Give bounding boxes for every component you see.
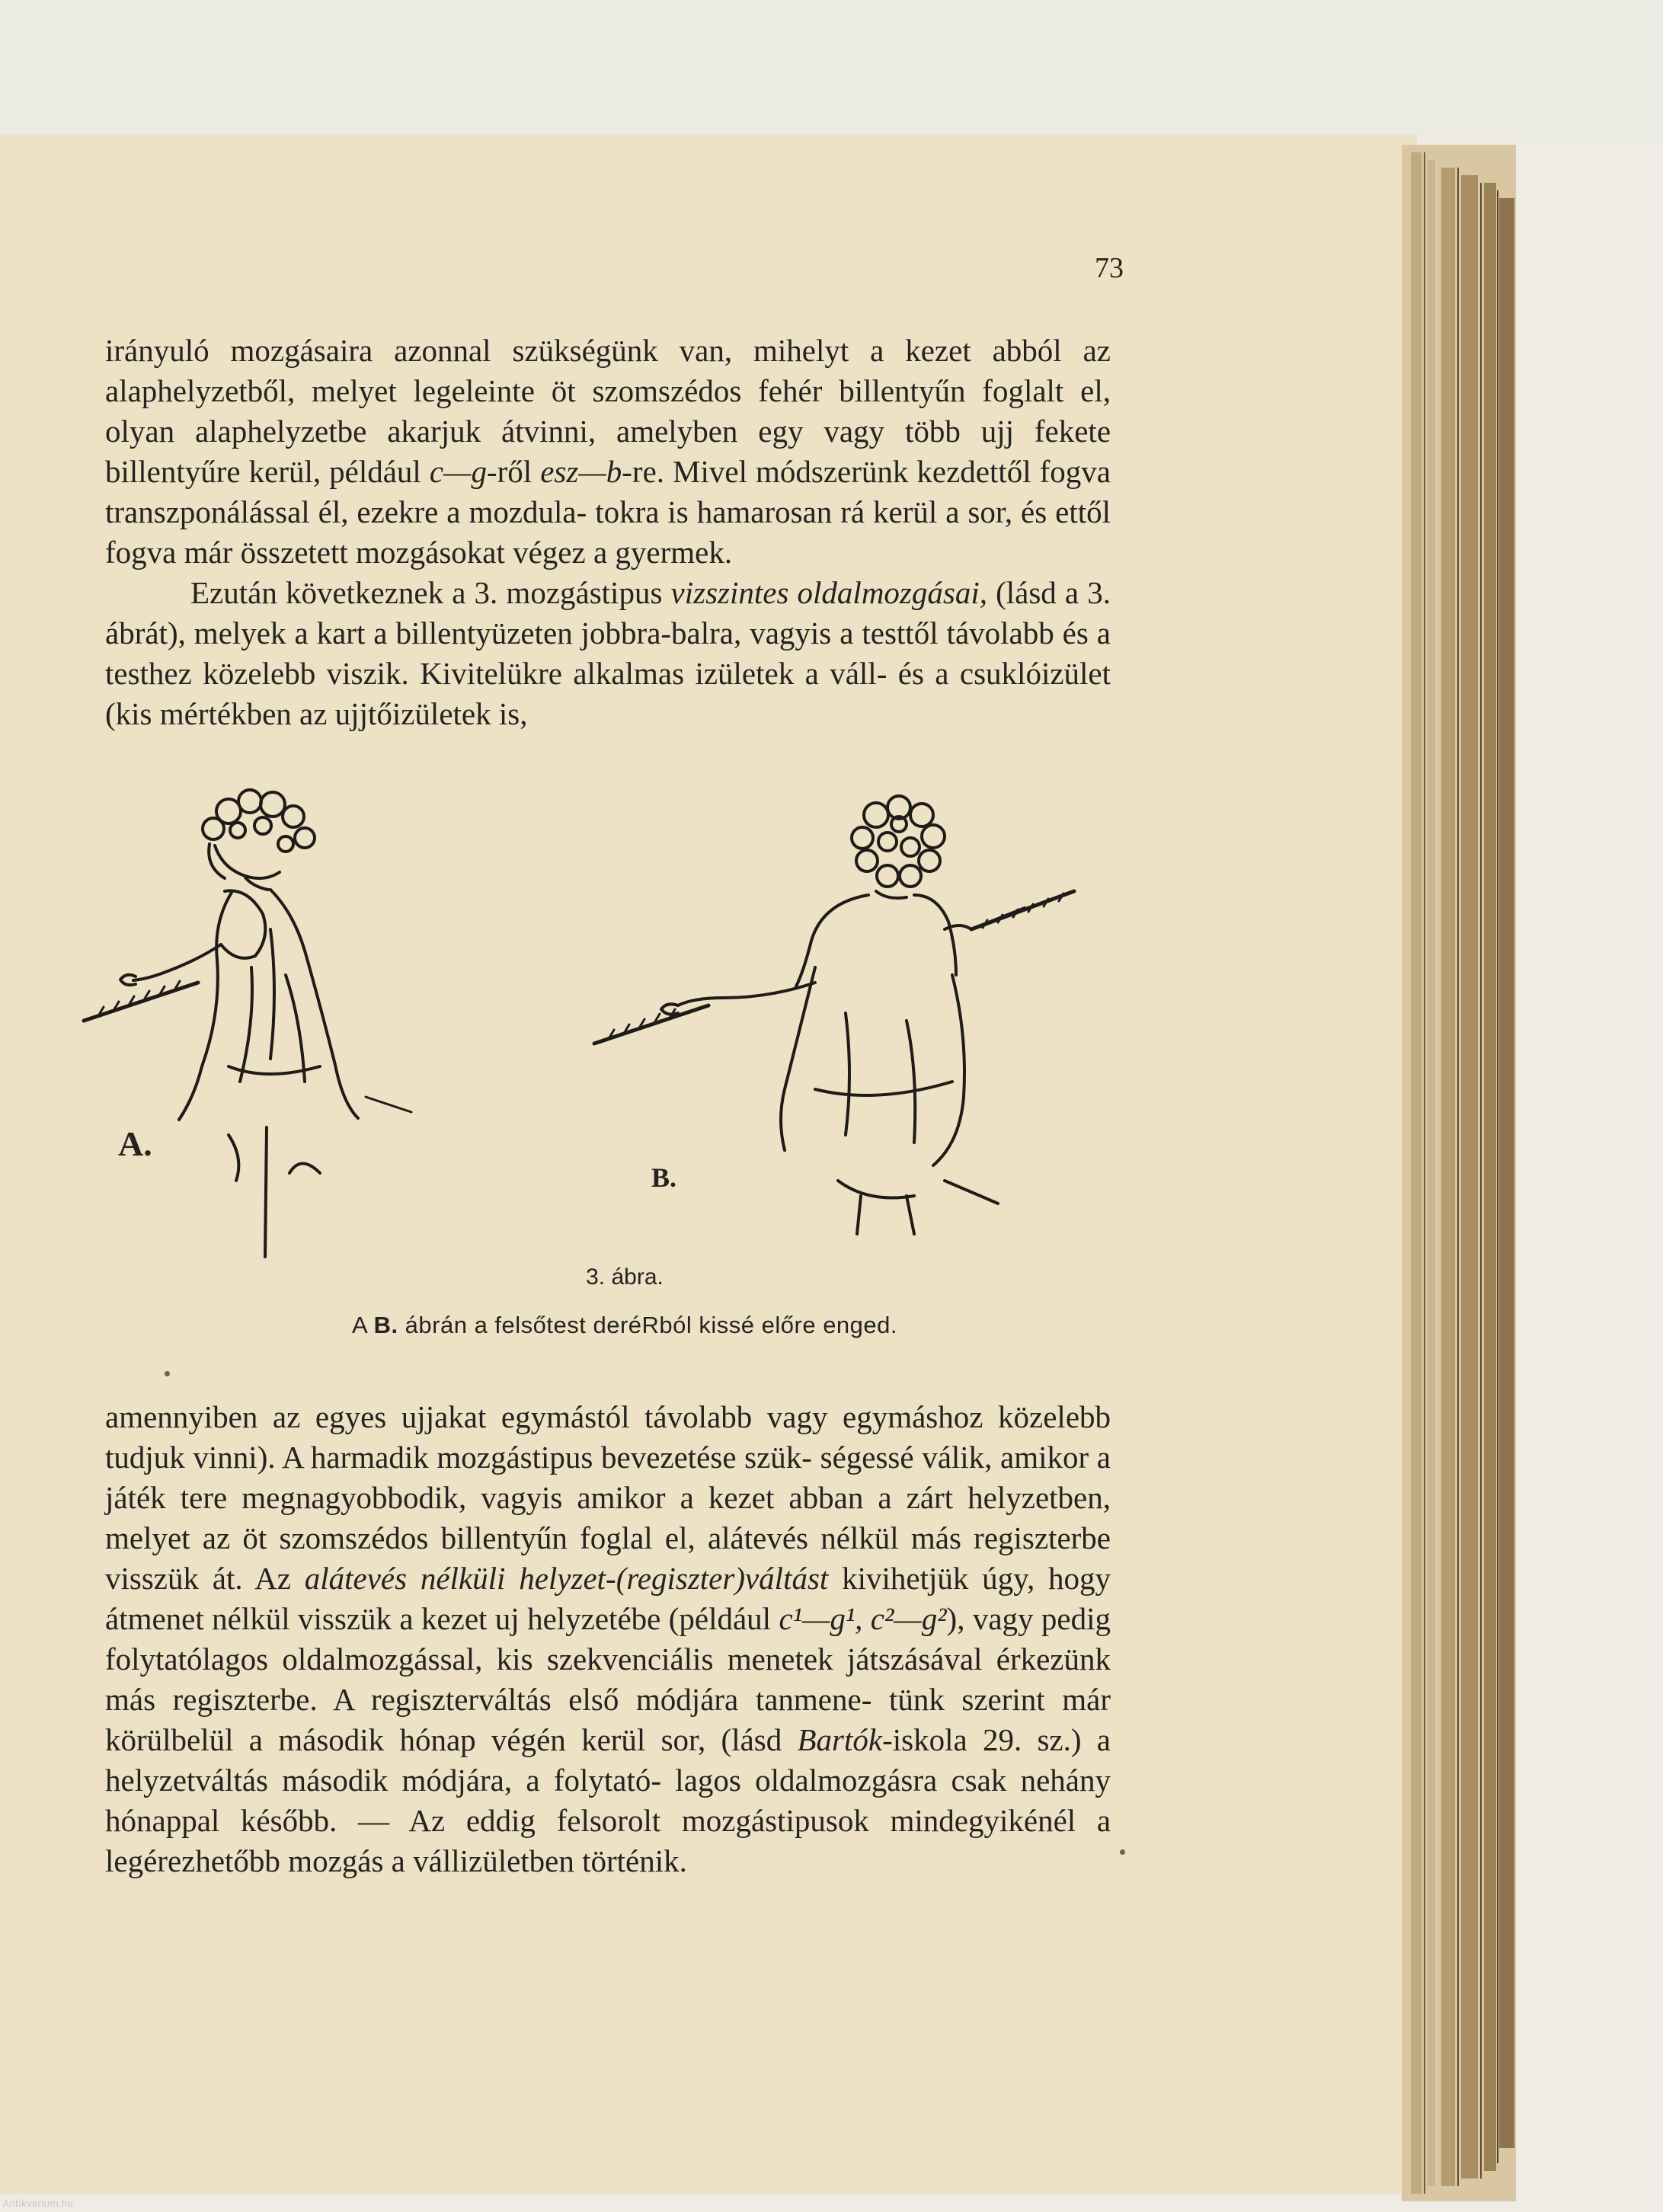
shoulder-left xyxy=(796,895,868,986)
page-number: 73 xyxy=(1095,252,1124,284)
text-line: -re. Mivel xyxy=(622,454,747,489)
text-line: foglalt el, olyan alaphelyzetbe akarjuk átvinni, amelyben egy vagy xyxy=(105,373,1111,449)
text-line: -iskola 29. sz.) a helyzetváltás második módjára, a folytató- xyxy=(105,1722,1111,1798)
text-line: közelebb tudjuk vinni). A harmadik mozgástipus bevezetése szük- xyxy=(105,1399,1111,1475)
text-line: lagos oldalmozgásra csak nehány hónappal később. — Az eddig xyxy=(105,1763,1111,1838)
text-line: a kezet abban a zárt helyzetben, melyet az öt szomszédos billentyűn xyxy=(105,1480,1111,1555)
text-line: módszerünk kezdettől fogva transzponálással él, ezekre a mozdula- xyxy=(105,454,1111,529)
italic-text: vizszintes oldalmozgásai, xyxy=(670,575,987,610)
italic-text: alátevés xyxy=(304,1561,408,1596)
text-line: a testtől távolabb és a testhez közelebb viszik. Kivitelükre alkalmas xyxy=(105,615,1111,691)
text-line: foglal el, alátevés nélkül más regiszterbe visszük át. Az xyxy=(105,1520,1111,1596)
text-line: mozgásokat végez a gyermek. xyxy=(356,535,733,570)
figure-a-illustration xyxy=(76,777,488,1264)
page-edges xyxy=(1402,137,1524,2209)
background xyxy=(0,0,1663,141)
dress-folds xyxy=(815,1013,952,1143)
paragraph-1 xyxy=(105,331,1111,734)
text-line: érkezünk más regiszterbe. A regiszterváltás első módjára tanmene- xyxy=(105,1641,1111,1717)
italic-text: esz—b xyxy=(540,454,622,489)
dress-body xyxy=(781,967,964,1165)
keyboard-edge-right xyxy=(366,1097,411,1112)
text-line: visszük a kezet uj helyzetébe (például xyxy=(298,1601,779,1636)
foot xyxy=(289,1164,320,1174)
keyboard-line-left xyxy=(594,1005,708,1044)
caption-bold: B. xyxy=(373,1312,398,1338)
text-line: vállizületben történik. xyxy=(413,1843,687,1878)
italic-text: c—g xyxy=(429,454,487,489)
shoulder-right xyxy=(914,895,956,975)
keyboard-line xyxy=(84,983,198,1021)
dress-front xyxy=(179,891,232,1120)
text-line: amennyiben az egyes ujjakat egymástól távolabb vagy egymáshoz xyxy=(105,1399,983,1434)
figure-number: 3. ábra. xyxy=(586,1264,664,1290)
text-line: tünk szerint már körülbelül a második hónap végén kerül sor, (lásd xyxy=(105,1682,1111,1757)
dress-back xyxy=(270,890,358,1118)
keyboard-line-right xyxy=(971,891,1074,929)
neck xyxy=(876,891,907,898)
text-line: folytatólagos oldalmozgással, kis szekvenciális menetek játszásával xyxy=(105,1641,983,1677)
text-line: több ujj fekete billentyűre kerül, például xyxy=(105,414,1111,489)
figure-b-label: B. xyxy=(651,1162,677,1193)
text-line: ), vagy pedig xyxy=(946,1601,1111,1636)
ink-dot xyxy=(165,1371,170,1376)
text-line: (lásd a 3. ábrát), melyek a kart a billentyüzeten jobbra-balra, vagyis xyxy=(105,575,1111,650)
caption-text: A xyxy=(351,1312,374,1338)
text-line: irányuló mozgásaira azonnal szükségünk van, mihelyt a kezet abból xyxy=(105,333,1062,368)
ink-dot xyxy=(1120,1849,1125,1855)
text-line: ségessé válik, amikor a játék tere megnagyobbodik, vagyis amikor xyxy=(105,1440,1111,1515)
stool xyxy=(838,1181,998,1234)
italic-text: nélküli helyzet-(regiszter)váltást xyxy=(420,1561,829,1596)
watermark: Antikvarium.hu xyxy=(3,2198,73,2209)
text-line: az alaphelyzetből, melyet legeleinte öt szomszédos fehér billentyűn xyxy=(105,333,1111,408)
paragraph-3 xyxy=(105,1397,1111,1881)
text-line: -ről xyxy=(486,454,541,489)
figure-caption xyxy=(282,1312,967,1339)
italic-text: Bartók xyxy=(797,1722,883,1757)
italic-text: c¹—g¹, c²—g² xyxy=(779,1601,947,1636)
text-line: Ezután következnek a 3. mozgástipus xyxy=(190,575,671,610)
arm xyxy=(678,983,815,1005)
text-line: felsorolt mozgástipusok mindegyikénél a legérezhetőbb mozgás a xyxy=(105,1803,1111,1878)
text-line: kivihetjük úgy, hogy átmenet nélkül xyxy=(105,1561,1111,1636)
hair-curls xyxy=(852,796,945,887)
figure-a-label: A. xyxy=(118,1124,152,1163)
stool-leg xyxy=(229,1127,267,1257)
hair-curls xyxy=(203,790,315,878)
text-line: tokra is hamarosan rá kerül a sor, és ettől fogva már összetett xyxy=(105,494,1111,570)
arm xyxy=(133,945,221,980)
text-line: izületek a váll- és a csuklóizület (kis mértékben az ujjtőizületek is, xyxy=(105,656,1111,731)
caption-text: ábrán a felsőtest deréRból kissé előre enged. xyxy=(398,1312,898,1338)
